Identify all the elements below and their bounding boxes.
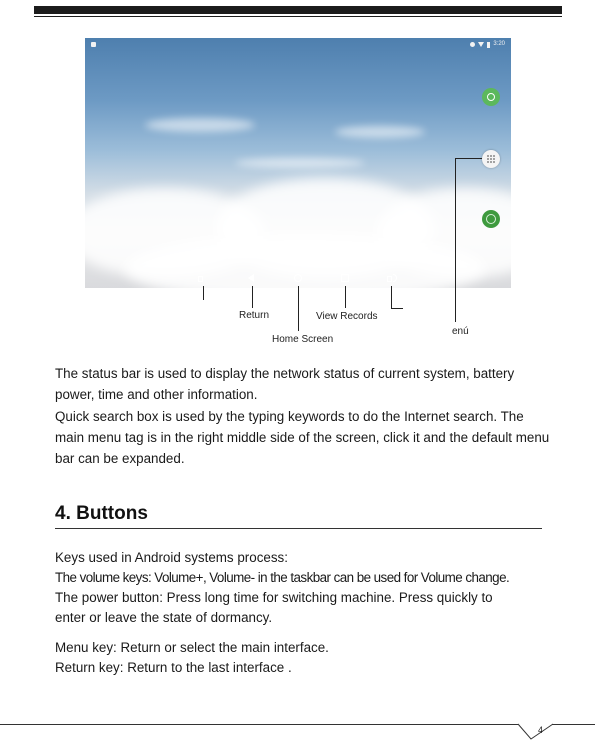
callout-line-volume-up — [391, 286, 392, 308]
app-menu-icon[interactable] — [482, 150, 500, 168]
sky-wisp — [235, 158, 365, 168]
battery-icon — [487, 42, 490, 48]
sky-wisp — [335, 126, 425, 138]
power-button-line: The power button: Press long time for switching machine. Press quickly to — [55, 590, 493, 605]
power-button-line-2: enter or leave the state of dormancy. — [55, 610, 273, 625]
settings-icon[interactable] — [482, 88, 500, 106]
menu-return-description — [55, 638, 555, 678]
back-icon[interactable] — [248, 274, 254, 282]
menu-key-line: Menu key: Return or select the main interface. — [55, 640, 329, 655]
volume-up-icon[interactable] — [387, 274, 397, 282]
header-bar — [34, 6, 562, 14]
label-menu: enú — [452, 326, 469, 337]
heading-rule — [55, 528, 542, 529]
recent-apps-icon[interactable] — [341, 274, 349, 282]
status-bar — [470, 41, 505, 48]
tablet-screenshot — [85, 38, 511, 288]
sky-wisp — [145, 118, 255, 132]
footer-notch — [517, 723, 554, 741]
buttons-description — [55, 548, 555, 628]
footer-rule-right — [552, 724, 595, 725]
volume-keys-line: The volume keys: Volume+, Volume- in the taskbar can be used for Volume change. — [55, 570, 510, 585]
volume-down-icon[interactable] — [198, 274, 206, 282]
callout-line-return — [252, 286, 253, 308]
home-icon[interactable] — [294, 274, 302, 282]
callout-line-home — [298, 286, 299, 331]
search-menu-paragraph: Quick search box is used by the typing keywords to do the Internet search. The main menu tag is in the right middle side of the screen, click it and the default menu bar can be expanded. — [55, 409, 550, 466]
keys-intro: Keys used in Android systems process: — [55, 550, 288, 565]
notification-icon — [91, 42, 96, 47]
page-number: 4 — [538, 725, 544, 735]
status-bar-paragraph: The status bar is used to display the network status of current system, battery power, time and other information. — [55, 366, 515, 402]
label-view-records: View Records — [316, 311, 378, 322]
footer-rule-left — [0, 724, 518, 725]
callout-line-menu-horizontal — [455, 158, 482, 159]
wifi-icon — [478, 42, 484, 47]
section-heading: 4. Buttons — [55, 503, 148, 524]
return-key-line: Return key: Return to the last interface . — [55, 660, 292, 675]
browser-icon[interactable] — [482, 210, 500, 228]
alarm-icon — [470, 42, 475, 47]
callout-line-volume-up-tick — [391, 308, 403, 309]
status-time: 3:20 — [493, 41, 505, 47]
label-return: Return — [239, 310, 270, 321]
header-rule — [34, 16, 562, 17]
callout-line-volume-down — [203, 286, 204, 300]
callout-line-menu-vertical — [455, 158, 456, 322]
label-home-screen: Home Screen — [272, 334, 334, 345]
callout-line-view-records — [345, 286, 346, 308]
